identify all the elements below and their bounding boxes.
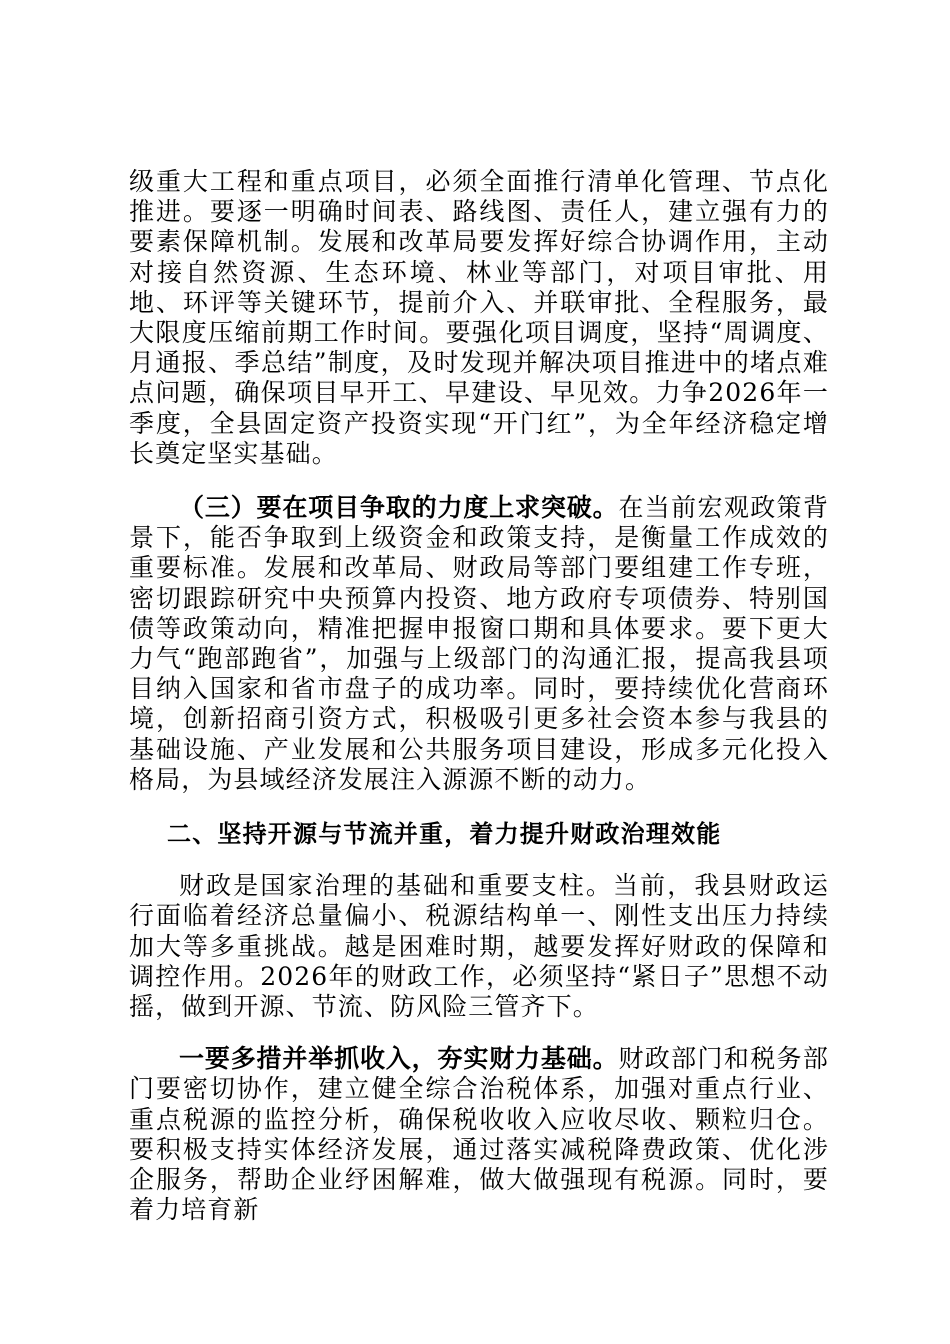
paragraph-project-funding <box>129 493 829 795</box>
paragraph-revenue <box>129 1044 829 1225</box>
paragraph-body-text: 财政部门和税务部门要密切协作，建立健全综合治税体系，加强对重点行业、重点税源的监控分析，确保税收收入应收尽收、颗粒归仓。要积极支持实体经济发展，通过落实减税降费政策、优化涉企服务，帮助企业纾困解难，做大做强现有税源。同时，要着力培育新 <box>129 1044 829 1225</box>
paragraph-body-text: 在当前宏观政策背景下，能否争取到上级资金和政策支持，是衡量工作成效的重要标准。发展和改革局、财政局等部门要组建工作专班，密切跟踪研究中央预算内投资、地方政府专项债券、特别国债等政策动向，精准把握申报窗口期和具体要求。要下更大力气“跑部跑省”，加强与上级部门的沟通汇报，提高我县项目纳入国家和省市盘子的成功率。同时，要持续优化营商环境，创新招商引资方式，积极吸引更多社会资本参与我县的基础设施、产业发展和公共服务项目建设，形成多元化投入格局，为县域经济发展注入源源不断的动力。 <box>129 493 829 794</box>
paragraph-lead-heading: （三）要在项目争取的力度上求突破。 <box>179 493 619 523</box>
paragraph-project-management: 级重大工程和重点项目，必须全面推行清单化管理、节点化推进。要逐一明确时间表、路线图、责任人，建立强有力的要素保障机制。发展和改革局要发挥好综合协调作用，主动对接自然资源、生态环境、林业等部门，对项目审批、用地、环评等关键环节，提前介入、并联审批、全程服务，最大限度压缩前期工作时间。要强化项目调度，坚持“周调度、月通报、季总结”制度，及时发现并解决项目推进中的堵点难点问题，确保项目早开工、早建设、早见效。力争2026年一季度，全县固定资产投资实现“开门红”，为全年经济稳定增长奠定坚实基础。 <box>129 167 829 468</box>
section-heading: 二、坚持开源与节流并重，着力提升财政治理效能 <box>167 820 722 849</box>
paragraph-lead-heading: 一要多措并举抓收入，夯实财力基础。 <box>179 1044 619 1074</box>
paragraph-fiscal-overview: 财政是国家治理的基础和重要支柱。当前，我县财政运行面临着经济总量偏小、税源结构单一、刚性支出压力持续加大等多重挑战。越是困难时期，越要发挥好财政的保障和调控作用。2026年的财政工作，必须坚持“紧日子”思想不动摇，做到开源、节流、防风险三管齐下。 <box>129 871 829 1022</box>
document-page <box>129 167 829 1226</box>
